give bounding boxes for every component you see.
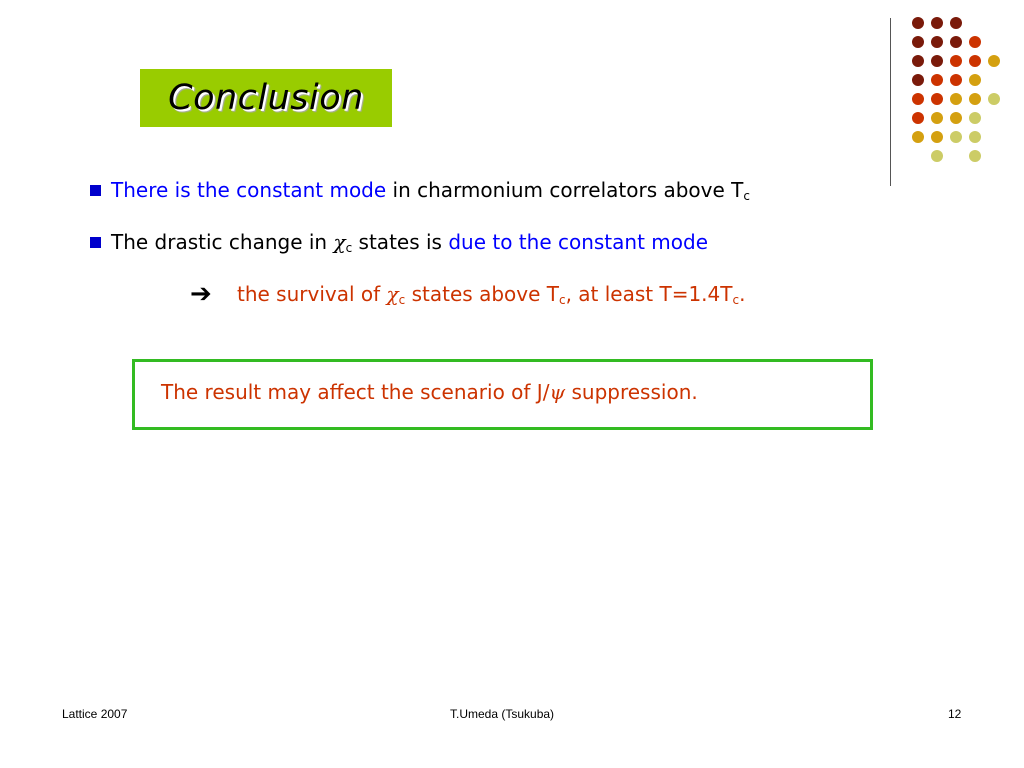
bullet-1-text: in charmonium correlators above T bbox=[386, 178, 744, 202]
implication-line bbox=[237, 282, 745, 312]
decorative-dot bbox=[931, 131, 943, 143]
decorative-dot bbox=[969, 93, 981, 105]
bullet-1-subscript: c bbox=[743, 189, 750, 203]
implication-subscript-3: c bbox=[732, 293, 740, 307]
decorative-dot bbox=[950, 93, 962, 105]
implication-text-c: , at least T=1.4T bbox=[565, 282, 733, 306]
note-text-a: The result may affect the scenario of J/ bbox=[161, 380, 550, 404]
decorative-dot bbox=[950, 74, 962, 86]
implication-text-b: states above T bbox=[405, 282, 559, 306]
bullet-2-highlight: due to the constant mode bbox=[448, 230, 708, 254]
decorative-dot bbox=[912, 74, 924, 86]
decorative-dot bbox=[912, 93, 924, 105]
implication-subscript-1: c bbox=[398, 293, 406, 307]
decorative-dot bbox=[931, 36, 943, 48]
decorative-dot bbox=[969, 131, 981, 143]
decorative-dot bbox=[950, 131, 962, 143]
chi-symbol: χ bbox=[333, 230, 346, 254]
footer-left: Lattice 2007 bbox=[62, 707, 128, 721]
bullet-2-subscript: c bbox=[345, 241, 353, 255]
bullet-1 bbox=[90, 178, 750, 208]
decorative-dot bbox=[988, 93, 1000, 105]
square-bullet-icon bbox=[90, 185, 101, 196]
decorative-dot bbox=[931, 150, 943, 162]
decorative-dot bbox=[912, 36, 924, 48]
implication-text-d: . bbox=[739, 282, 746, 306]
page-number: 12 bbox=[948, 707, 962, 721]
decorative-dot bbox=[912, 112, 924, 124]
decorative-dot bbox=[912, 55, 924, 67]
decorative-dot bbox=[950, 36, 962, 48]
conclusion-note bbox=[161, 380, 698, 404]
slide-title: Conclusion bbox=[168, 78, 364, 118]
psi-symbol: ψ bbox=[549, 380, 566, 404]
conclusion-note-box bbox=[132, 359, 873, 430]
implication-subscript-2: c bbox=[558, 293, 566, 307]
decorative-dot bbox=[950, 55, 962, 67]
decorative-dot bbox=[969, 36, 981, 48]
decorative-dot bbox=[969, 112, 981, 124]
decorative-dot-grid bbox=[0, 0, 1024, 200]
bullet-2-text-b: states is bbox=[352, 230, 449, 254]
decorative-dot bbox=[988, 55, 1000, 67]
decorative-dot bbox=[931, 17, 943, 29]
bullet-1-highlight: There is the constant mode bbox=[111, 178, 387, 202]
note-text-b: suppression. bbox=[565, 380, 698, 404]
bullet-2 bbox=[90, 230, 708, 260]
decorative-dot bbox=[912, 131, 924, 143]
chi-symbol: χ bbox=[386, 282, 399, 306]
decorative-dot bbox=[931, 74, 943, 86]
decorative-dot bbox=[912, 17, 924, 29]
decorative-dot bbox=[950, 17, 962, 29]
decorative-dot bbox=[950, 112, 962, 124]
square-bullet-icon bbox=[90, 237, 101, 248]
footer-center: T.Umeda (Tsukuba) bbox=[450, 707, 555, 721]
bullet-2-text-a: The drastic change in bbox=[111, 230, 334, 254]
decorative-dot bbox=[931, 112, 943, 124]
decorative-dot bbox=[969, 150, 981, 162]
decorative-dot bbox=[931, 55, 943, 67]
right-arrow-icon: ➔ bbox=[190, 279, 212, 309]
decorative-dot bbox=[931, 93, 943, 105]
implication-text-a: the survival of bbox=[237, 282, 387, 306]
decorative-dot bbox=[969, 55, 981, 67]
decorative-dot bbox=[969, 74, 981, 86]
